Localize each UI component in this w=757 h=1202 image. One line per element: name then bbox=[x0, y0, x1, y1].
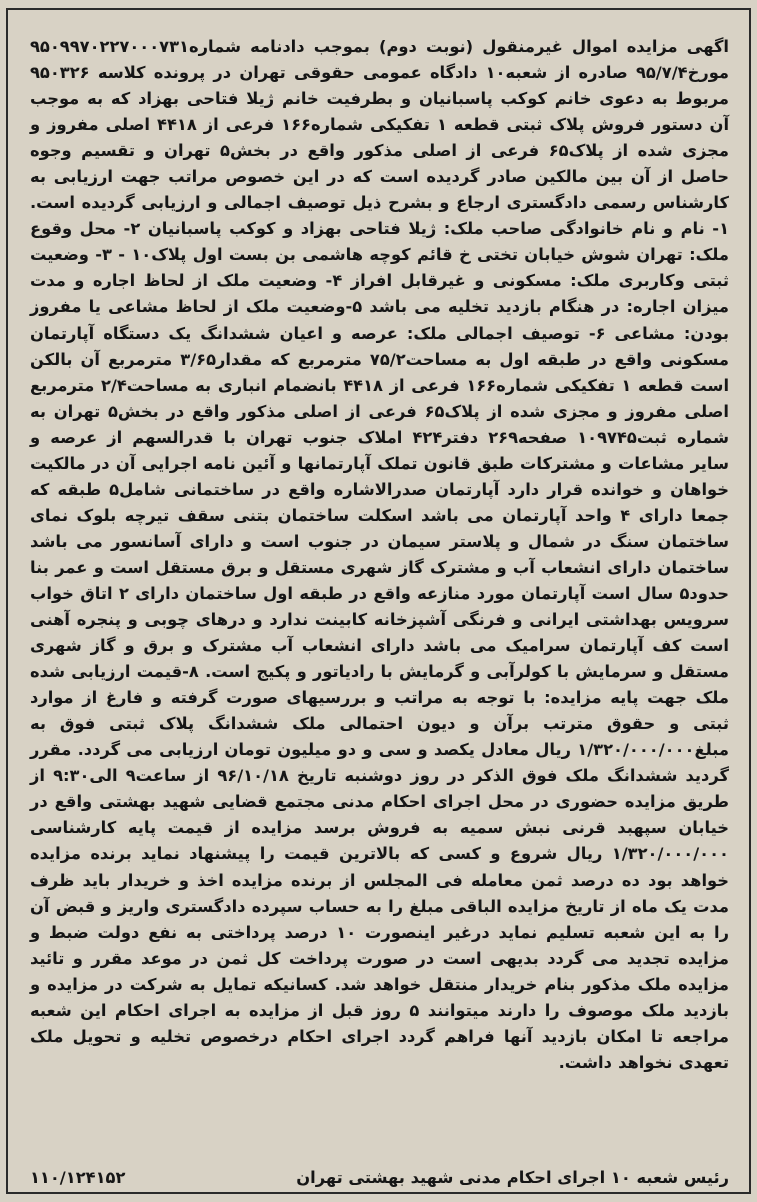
notice-body bbox=[30, 34, 729, 1076]
reference-number: ۱۱۰/۱۲۴۱۵۲ bbox=[30, 1168, 126, 1187]
notice-footer bbox=[30, 1168, 729, 1187]
signature-line: رئیس شعبه ۱۰ اجرای احکام مدنی شهید بهشتی تهران bbox=[296, 1168, 729, 1187]
notice-body-text: اگهی مزایده اموال غیرمنقول (نوبت دوم) بموجب دادنامه شماره۹۵۰۹۹۷۰۲۲۷۰۰۰۷۳۱ مورخ۹۵/۷/۴ صادره از شعبه۱۰ دادگاه عمومی حقوقی تهران در پرونده کلاسه ۹۵۰۳۲۶ مربوط به دعوی خانم کوکب پاسبانیان و بطرفیت خانم ژیلا فتاحی بهزاد که به موجب آن دستور فروش پلاک ثبتی قطعه ۱ تفکیکی شماره۱۶۶ فرعی از ۴۴۱۸ اصلی مفروز و مجزی شده از پلاک۶۵ فرعی از اصلی مذکور واقع در بخش۵ تهران و تقسیم وجوه حاصل از آن بین مالکین صادر گردیده است که در این خصوص مراتب جهت ارزیابی به کارشناس رسمی دادگستری ارجاع و بشرح ذیل توصیف اجمالی و ارزیابی گردیده است. ۱- نام و نام خانوادگی صاحب ملک: ژیلا فتاحی بهزاد و کوکب پاسبانیان ۲- محل وقوع ملک: تهران شوش خیابان تختی خ قائم کوچه هاشمی بن بست اول پلاک۱۰ - ۳- وضعیت ثبتی وکاربری ملک: مسکونی و غیرقابل افراز ۴- وضعیت ملک از لحاظ اجاره و مدت میزان اجاره: در هنگام بازدید تخلیه می باشد ۵-وضعیت ملک از لحاظ مشاعی یا مفروز بودن: مشاعی ۶- توصیف اجمالی ملک: عرصه و اعیان ششدانگ یک دستگاه آپارتمان مسکونی واقع در طبقه اول به مساحت۷۵/۲ مترمربع که مقدار۳/۶۵ مترمربع آن بالکن است قطعه ۱ تفکیکی شماره۱۶۶ فرعی از ۴۴۱۸ بانضمام انباری به مساحت۲/۴ مترمربع اصلی مفروز و مجزی شده از پلاک۶۵ فرعی از اصلی مذکور واقع در بخش۵ تهران به شماره ثبت۱۰۹۷۴۵ صفحه۲۶۹ دفتر۴۲۴ املاک جنوب تهران با قدرالسهم از عرصه و سایر مشاعات و مشترکات طبق قانون تملک آپارتمانها و آئین نامه اجرایی آن در مالکیت خواهان و خوانده قرار دارد آپارتمان صدرالاشاره واقع در ساختمانی شامل۵ طبقه که جمعا دارای ۴ واحد آپارتمان می باشد اسکلت ساختمان بتنی سقف تیرچه بلوک نمای ساختمان سنگ در شمال و پلاستر سیمان در جنوب است و دارای آسانسور می باشد ساختمان دارای انشعاب آب و مشترک گاز شهری مستقل و برق مستقل است و عمر بنا حدود۵ سال است آپارتمان مورد منازعه واقع در طبقه اول ساختمان دارای ۲ اتاق خواب سرویس بهداشتی ایرانی و فرنگی آشپزخانه کابینت ندارد و درهای چوبی و پنجره آهنی است کف آپارتمان سرامیک می باشد دارای انشعاب آب مشترک و برق و گاز شهری مستقل و سرمایش با کولرآبی و گرمایش با رادیاتور و پکیج است. ۸-قیمت ارزیابی شده ملک جهت پایه مزایده: با توجه به مراتب و بررسیهای صورت گرفته و فارغ از موارد ثبتی و حقوق مترتب برآن و دیون احتمالی ملک ششدانگ پلاک ثبتی فوق به مبلغ۱/۳۲۰/۰۰۰/۰۰۰ ریال معادل یکصد و سی و دو میلیون تومان ارزیابی می گردد. مقرر گردید ششدانگ ملک فوق الذکر در روز دوشنبه تاریخ ۹۶/۱۰/۱۸ از ساعت۹ الی۹:۳۰ از طریق مزایده حضوری در محل اجرای احکام مدنی مجتمع قضایی شهید بهشتی واقع در خیابان سپهبد قرنی نبش سمیه به فروش برسد مزایده از قیمت پایه کارشناسی ۱/۳۲۰/۰۰۰/۰۰۰ ریال شروع و کسی که بالاترین قیمت را پیشنهاد نماید برنده مزایده خواهد بود ده درصد ثمن معامله فی المجلس از برنده مزایده اخذ و خریدار باید ظرف مدت یک ماه از تاریخ مزایده الباقی مبلغ را به حساب سپرده دادگستری واریز و قبض آن را به این شعبه تسلیم نماید درغیر اینصورت ۱۰ درصد پرداختی به نفع دولت ضبط و مزایده تجدید می گردد بدیهی است در صورت پرداخت کل ثمن در موعد مقرر و تائید مزایده ملک مذکور بنام خریدار منتقل خواهد شد. کسانیکه تمایل به شرکت در مزایده و بازدید ملک موصوف را دارند میتوانند ۵ روز قبل از مزایده به اجرای احکام این شعبه مراجعه تا امکان بازدید آنها فراهم گردد اجرای احکام درخصوص تخلیه و تحویل ملک تعهدی نخواهد داشت. bbox=[30, 37, 730, 1072]
